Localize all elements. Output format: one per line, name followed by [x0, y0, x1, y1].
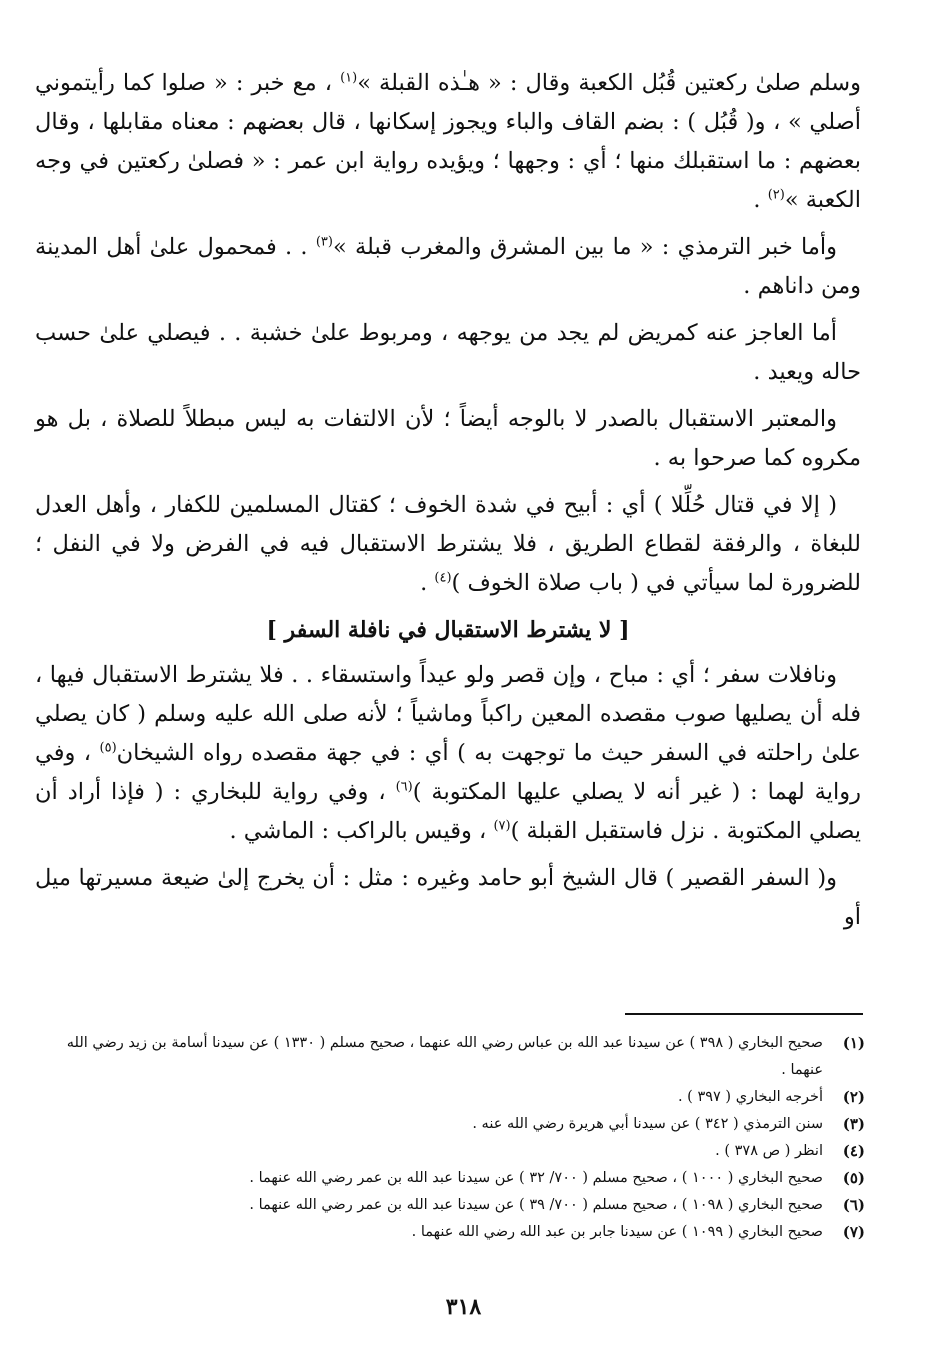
main-text	[35, 64, 861, 945]
footnote-item	[35, 1192, 865, 1219]
footnote-item	[35, 1165, 865, 1192]
paragraph-text: ، وفي رواية لهما : ( غير أنه لا يصلي عليها المكتوبة )	[35, 740, 861, 805]
footnote-ref-7[interactable]: (٧)	[493, 818, 511, 834]
footnote-ref-1[interactable]: (١)	[340, 70, 358, 86]
page-number: ٣١٨	[445, 1294, 482, 1320]
paragraph-text: ( إلا في قتال حُلِّلا ) أي : أبيح في شدة الخوف ؛ كقتال المسلمين للكفار ، وأهل العدل للبغاة ، والرفقة لقطاع الطريق ، فلا يشترط الاستقبال فيه في الفرض ولا في النفل ؛ للضرورة لما سيأتي في ( باب صلاة الخوف )	[35, 492, 861, 596]
footnote-text: صحيح البخاري ( ١٠٩٨ ) ، صحيح مسلم ( ٧٠٠/ ٣٩ ) عن سيدنا عبد الله بن عمر رضي الله عنهما .	[249, 1197, 823, 1213]
footnote-item	[35, 1111, 865, 1138]
footnote-number: (٤)	[842, 1142, 865, 1160]
footnote-text: صحيح البخاري ( ١٠٠٠ ) ، صحيح مسلم ( ٧٠٠/ ٣٢ ) عن سيدنا عبد الله بن عمر رضي الله عنهما .	[249, 1170, 823, 1186]
paragraph-text: ونافلات سفر ؛ أي : مباح ، وإن قصر ولو عيداً واستسقاء . . فلا يشترط الاستقبال فيها ، فله أن يصليها صوب مقصده المعين راكباً وماشياً ؛ لأنه صلى الله عليه وسلم ( كان يصلي علىٰ راحلته في السفر حيث ما توجهت به ) أي : في جهة مقصده رواه الشيخان	[35, 662, 861, 766]
footnote-ref-6[interactable]: (٦)	[395, 779, 413, 795]
footnote-ref-3[interactable]: (٣)	[315, 234, 333, 250]
footnote-text: أخرجه البخاري ( ٣٩٧ ) .	[677, 1089, 823, 1105]
footnote-number: (٣)	[842, 1115, 865, 1133]
footnote-ref-5[interactable]: (٥)	[99, 740, 117, 756]
footnote-ref-4[interactable]: (٤)	[434, 570, 452, 586]
section-heading: [ لا يشترط الاستقبال في نافلة السفر ]	[266, 617, 630, 643]
footnote-number: (٧)	[842, 1223, 865, 1241]
footnote-text: صحيح البخاري ( ٣٩٨ ) عن سيدنا عبد الله بن عباس رضي الله عنهما ، صحيح مسلم ( ١٣٣٠ ) عن سيدنا أسامة بن زيد رضي الله عنهما .	[66, 1035, 823, 1078]
paragraph-7: و( السفر القصير ) قال الشيخ أبو حامد وغيره : مثل : أن يخرج إلىٰ ضيعة مسيرتها ميل أو	[35, 865, 861, 930]
footnote-number: (٥)	[842, 1169, 865, 1187]
footnote-text: انظر ( ص ٣٧٨ ) .	[715, 1143, 823, 1159]
paragraph-text: وسلم صلىٰ ركعتين قُبُل الكعبة وقال : « هـٰذه القبلة »	[357, 70, 861, 96]
footnotes	[35, 1030, 865, 1246]
paragraph-text: . . فمحمول علىٰ أهل المدينة ومن داناهم .	[35, 234, 861, 299]
paragraph-3: أما العاجز عنه كمريض لم يجد من يوجهه ، ومربوط علىٰ خشبة . . فيصلي علىٰ حسب حاله ويعيد .	[35, 320, 861, 385]
footnote-number: (٦)	[842, 1196, 865, 1214]
footnote-item	[35, 1138, 865, 1165]
footnote-number: (٢)	[842, 1088, 865, 1106]
paragraph-text: ، وقيس بالراكب : الماشي .	[229, 818, 494, 844]
footnote-text: سنن الترمذي ( ٣٤٢ ) عن سيدنا أبي هريرة رضي الله عنه .	[472, 1116, 823, 1132]
footnote-item	[35, 1030, 865, 1084]
paragraph-text: ، مع خبر : « صلوا كما رأيتموني أصلي » ، و( قُبُل ) : بضم القاف والباء ويجوز إسكانها ، قال بعضهم : معناه مقابلها ، وقال بعضهم : ما استقبلك منها ؛ أي : وجهها ؛ ويؤيده رواية ابن عمر : « فصلىٰ ركعتين في وجه الكعبة »	[35, 70, 861, 213]
footnote-ref-2[interactable]: (٢)	[767, 187, 785, 203]
footnote-divider	[625, 1013, 863, 1015]
paragraph-text: وأما خبر الترمذي : « ما بين المشرق والمغرب قبلة »	[332, 234, 838, 260]
paragraph-text: .	[420, 570, 435, 596]
paragraph-text: .	[753, 187, 768, 213]
footnote-item	[35, 1084, 865, 1111]
paragraph-text: ، وفي رواية للبخاري : ( فإذا أراد أن يصلي المكتوبة . نزل فاستقبل القبلة )	[35, 779, 861, 844]
paragraph-6	[35, 656, 861, 851]
footnote-number: (١)	[842, 1034, 865, 1052]
paragraph-2	[35, 228, 861, 306]
paragraph-5	[35, 486, 861, 603]
paragraph-4: والمعتبر الاستقبال بالصدر لا بالوجه أيضاً ؛ لأن الالتفات به ليس مبطلاً للصلاة ، بل هو مكروه كما صرحوا به .	[35, 406, 861, 471]
paragraph-1	[35, 64, 861, 220]
footnote-text: صحيح البخاري ( ١٠٩٩ ) عن سيدنا جابر بن عبد الله رضي الله عنهما .	[411, 1224, 823, 1240]
footnote-item	[35, 1219, 865, 1246]
